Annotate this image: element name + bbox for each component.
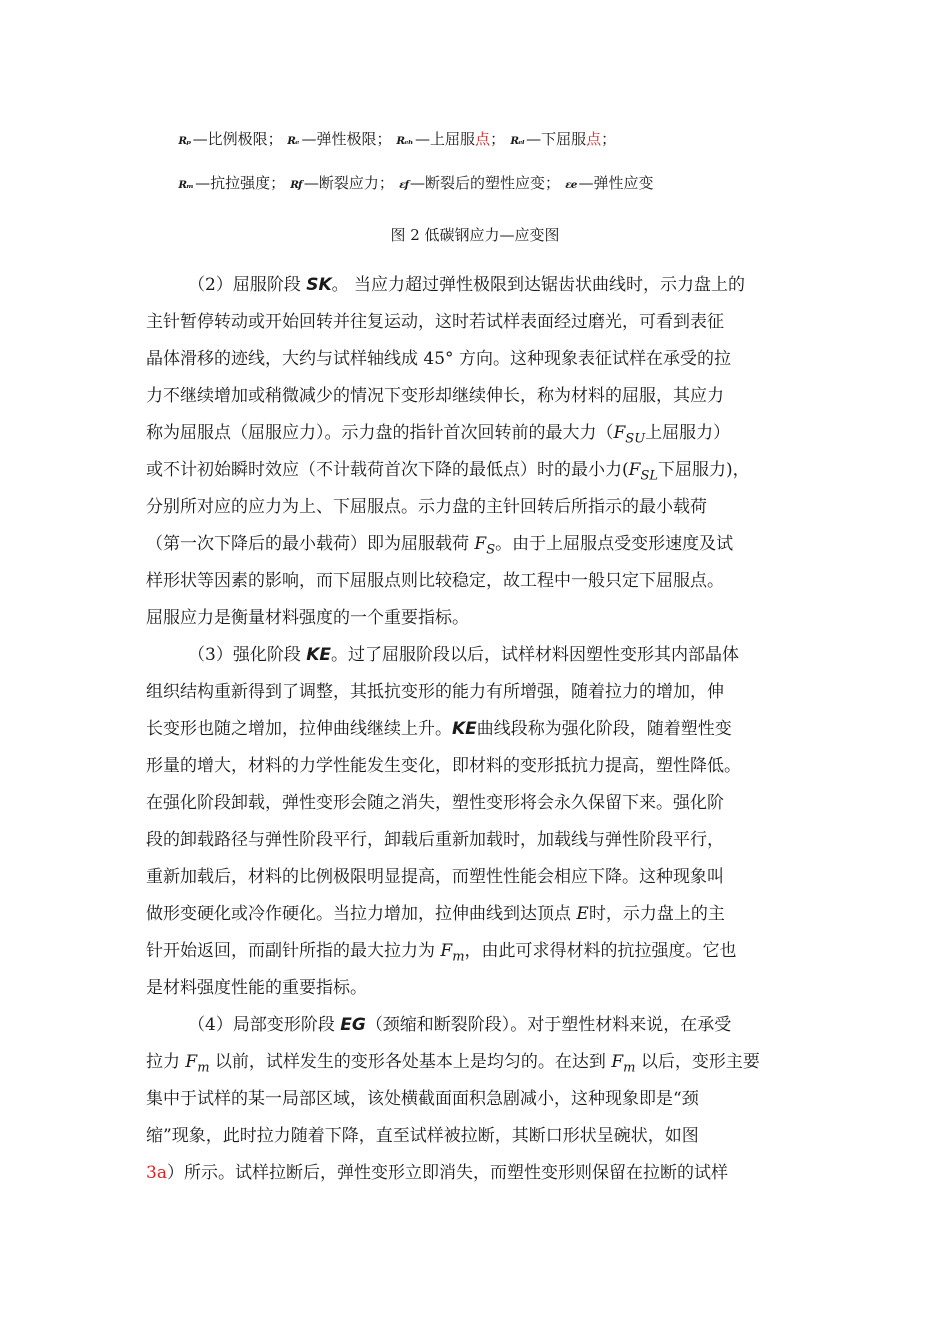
paragraph-line: [146, 342, 731, 376]
text-run: 缩”现象，此时拉力随着下降，直至试样被拉断，其断口形状呈碗状，如图: [146, 1126, 699, 1146]
paragraph-line: [146, 860, 724, 894]
legend-text-highlight: 点: [586, 130, 602, 148]
legend-text: —上屈服: [415, 130, 476, 148]
text-run: 以前，试样发生的变形各处基本上是均匀的。在达到: [209, 1052, 612, 1072]
text-run: ）所示。试样拉断后，弹性变形立即消失，而塑性变形则保留在拉断的试样: [166, 1163, 728, 1183]
math-symbol: m: [623, 1060, 636, 1076]
paragraph-line: [146, 601, 469, 635]
legend-text: —比例极限；: [192, 130, 283, 148]
text-run: 集中于试样的某一局部区域，该处横截面面积急剧减小，这种现象即是“颈: [146, 1089, 699, 1109]
symbol-rp: Rₚ: [178, 134, 191, 147]
legend-text: ；: [601, 130, 617, 148]
math-symbol: SU: [625, 431, 646, 447]
text-run: 时，示力盘上的主: [588, 904, 725, 924]
paragraph-line: [188, 638, 739, 672]
math-symbol: EG: [340, 1015, 366, 1035]
math-symbol: F: [185, 1052, 198, 1072]
text-run: 是材料强度性能的重要指标。: [146, 978, 367, 998]
paragraph-line: [146, 786, 724, 820]
symbol-ef: εf: [398, 178, 408, 191]
legend-row-2: [178, 172, 654, 196]
paragraph-line: [146, 1082, 699, 1116]
math-symbol: m: [452, 949, 465, 965]
math-symbol: KE: [306, 645, 332, 665]
text-run: 称为屈服点（屈服应力）。示力盘的指针首次回转前的最大力（: [146, 423, 614, 443]
text-run: （颈缩和断裂阶段）。对于塑性材料来说，在承受: [365, 1015, 732, 1035]
legend-text: ；: [490, 130, 506, 148]
legend-text: —抗拉强度；: [195, 174, 286, 192]
text-run: 。过了屈服阶段以后，试样材料因塑性变形其内部晶体: [331, 645, 740, 665]
figure-link[interactable]: 3a: [146, 1163, 167, 1183]
paragraph-line: [146, 897, 725, 931]
paragraph-line: [146, 934, 737, 968]
paragraph-line: [146, 453, 750, 487]
legend-text: —下屈服: [526, 130, 587, 148]
text-run: 做形变硬化或冷作硬化。当拉力增加，拉伸曲线到达顶点: [146, 904, 577, 924]
text-run: 长变形也随之增加，拉伸曲线继续上升。: [146, 719, 452, 739]
text-run: 在强化阶段卸载，弹性变形会随之消失，塑性变形将会永久保留下来。强化阶: [146, 793, 724, 813]
paragraph-line: [146, 749, 741, 783]
symbol-rel: Rₑₗ: [510, 134, 524, 147]
paragraph-line: [146, 1156, 728, 1190]
text-run: ，由此可求得材料的抗拉强度。它也: [464, 941, 737, 961]
symbol-rm: Rₘ: [178, 178, 193, 191]
symbol-reh: Rₑₕ: [396, 134, 413, 147]
paragraph-line: [146, 823, 724, 857]
text-run: 组织结构重新得到了调整，其抵抗变形的能力有所增强，随着拉力的增加，伸: [146, 682, 724, 702]
paragraph-line: [146, 564, 724, 598]
paragraph-line: [146, 490, 707, 524]
legend-text: —断裂后的塑性应变；: [410, 174, 561, 192]
text-run: 或不计初始瞬时效应（不计载荷首次下降的最低点）时的最小力(: [146, 460, 629, 480]
math-symbol: F: [474, 534, 487, 554]
text-run: （2）屈服阶段: [188, 275, 307, 295]
paragraph-line: [146, 527, 733, 561]
text-run: 。由于上屈服点受变形速度及试: [495, 534, 734, 554]
math-symbol: E: [576, 904, 589, 924]
math-symbol: m: [197, 1060, 210, 1076]
math-symbol: F: [628, 460, 641, 480]
text-run: 针开始返回，而副针所指的最大拉力为: [146, 941, 441, 961]
text-run: 主针暂停转动或开始回转并往复运动，这时若试样表面经过磨光，可看到表征: [146, 312, 724, 332]
text-run: 样形状等因素的影响，而下屈服点则比较稳定，故工程中一般只定下屈服点。: [146, 571, 724, 591]
paragraph-line: [146, 712, 732, 746]
paragraph-line: [188, 1008, 731, 1042]
paragraph-line: [146, 416, 730, 450]
text-run: 晶体滑移的迹线，大约与试样轴线成 45° 方向。这种现象表征试样在承受的拉: [146, 349, 731, 369]
text-run: 上屈服力）: [645, 423, 731, 443]
paragraph-line: [146, 1045, 760, 1079]
text-run: 下屈服力)，: [657, 460, 750, 480]
text-run: 分别所对应的应力为上、下屈服点。示力盘的主针回转后所指示的最小载荷: [146, 497, 707, 517]
legend-text: —断裂应力；: [303, 174, 394, 192]
symbol-re: Rₑ: [287, 134, 300, 147]
figure-caption: 图 2 低碳钢应力—应变图: [390, 226, 560, 244]
text-run: 力不继续增加或稍微减少的情况下变形却继续伸长，称为材料的屈服，其应力: [146, 386, 724, 406]
paragraph-line: [146, 675, 724, 709]
symbol-rf: Rf: [290, 178, 302, 191]
text-run: 屈服应力是衡量材料强度的一个重要指标。: [146, 608, 469, 628]
legend-text: —弹性应变: [578, 174, 654, 192]
text-run: 重新加载后，材料的比例极限明显提高，而塑性性能会相应下降。这种现象叫: [146, 867, 724, 887]
text-run: 段的卸载路径与弹性阶段平行，卸载后重新加载时，加载线与弹性阶段平行，: [146, 830, 724, 850]
legend-row-1: [178, 128, 616, 152]
math-symbol: F: [611, 1052, 624, 1072]
math-symbol: SL: [640, 468, 658, 484]
math-symbol: F: [613, 423, 626, 443]
math-symbol: SK: [306, 275, 332, 295]
paragraph-line: [146, 379, 724, 413]
math-symbol: F: [440, 941, 453, 961]
paragraph-line: [146, 971, 367, 1005]
paragraph-line: [146, 1119, 699, 1153]
math-symbol: KE: [452, 719, 477, 739]
legend-text-highlight: 点: [475, 130, 491, 148]
text-run: （3）强化阶段: [188, 645, 307, 665]
text-run: 形量的增大，材料的力学性能发生变化，即材料的变形抵抗力提高，塑性降低。: [146, 756, 741, 776]
text-run: （第一次下降后的最小载荷）即为屈服载荷: [146, 534, 475, 554]
paragraph-line: [188, 268, 745, 302]
symbol-ee: εe: [565, 178, 577, 191]
text-run: （4）局部变形阶段: [188, 1015, 341, 1035]
text-run: 曲线段称为强化阶段，随着塑性变: [476, 719, 732, 739]
text-run: 拉力: [146, 1052, 186, 1072]
text-run: 以后，变形主要: [635, 1052, 760, 1072]
text-run: 。 当应力超过弹性极限到达锯齿状曲线时，示力盘上的: [331, 275, 746, 295]
math-symbol: S: [486, 542, 496, 558]
paragraph-line: [146, 305, 724, 339]
legend-text: —弹性极限；: [301, 130, 392, 148]
